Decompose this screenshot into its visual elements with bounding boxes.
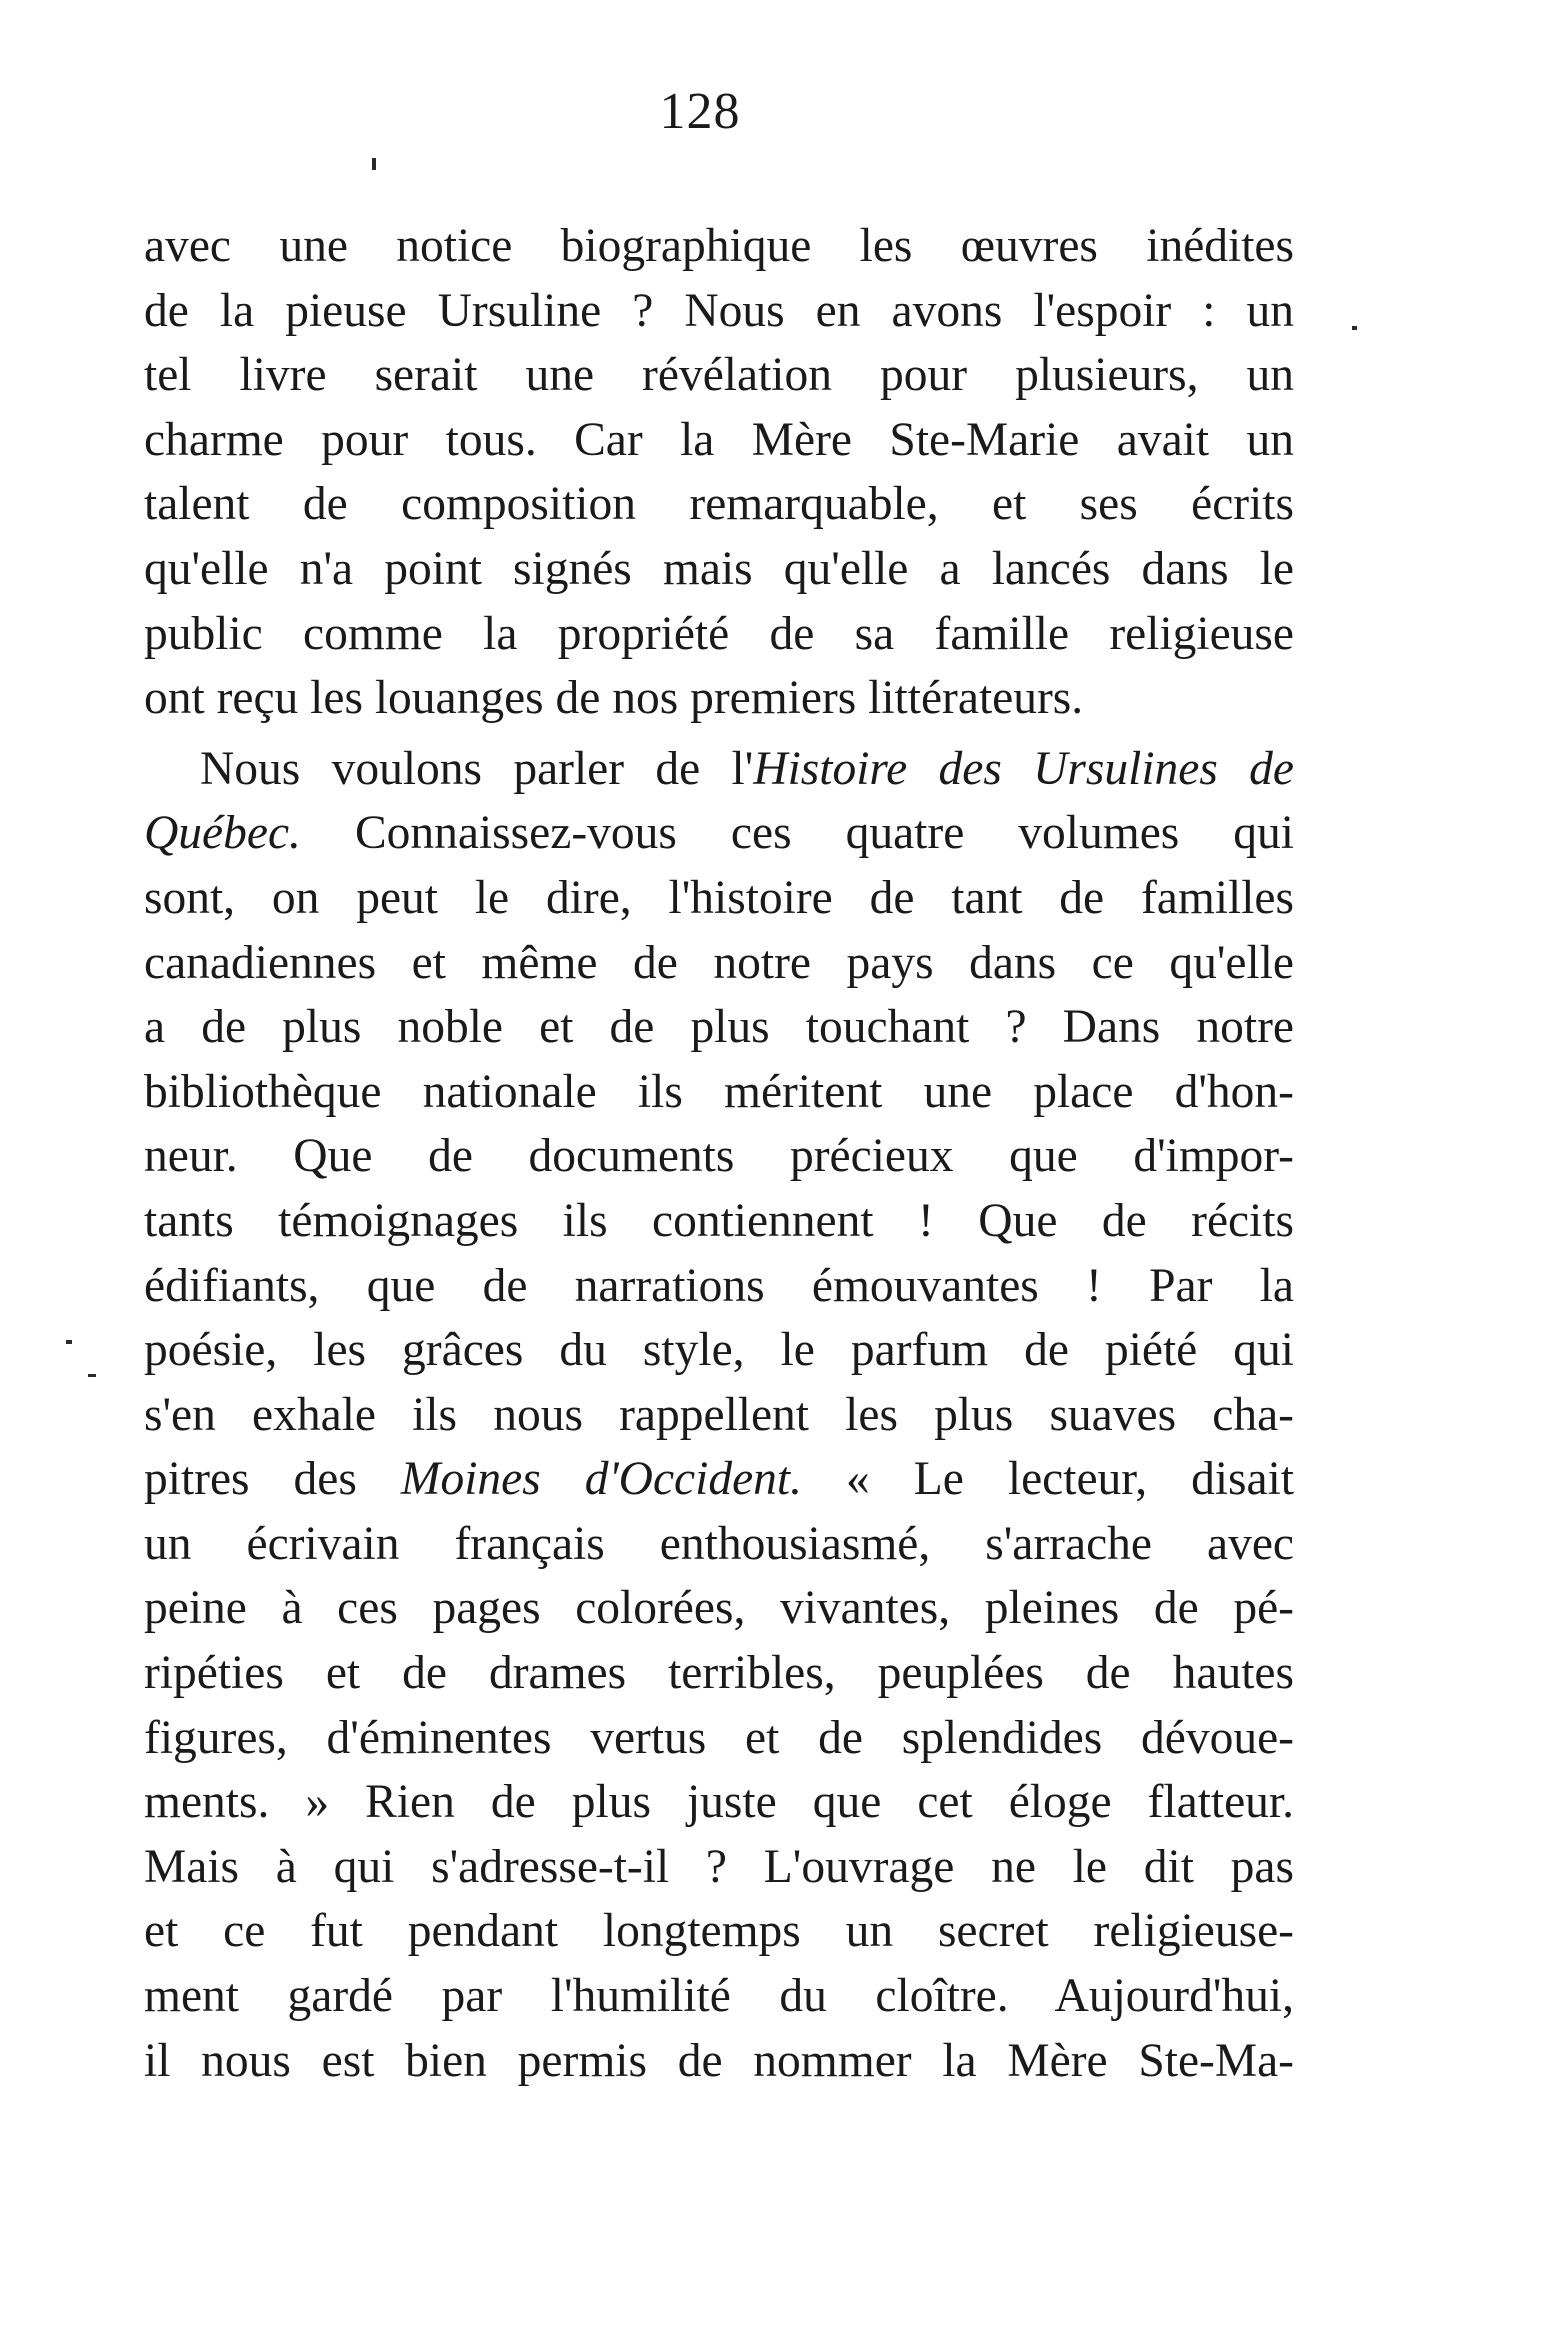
scan-speck <box>372 158 376 170</box>
text-run: « Le lecteur, disait <box>801 1453 1294 1506</box>
text-line: ments. » Rien de plus juste que cet éloge flatteur. <box>144 1776 1294 1829</box>
text-line: il nous est bien permis de nommer la Mère Ste-Ma- <box>144 2034 1294 2087</box>
text-line: Mais à qui s'adresse-t-il ? L'ouvrage ne le dit pas <box>144 1840 1294 1893</box>
text-run: Connaissez-vous ces quatre volumes qui <box>300 807 1294 860</box>
text-line: canadiennes et même de notre pays dans ce qu'elle <box>144 936 1294 989</box>
text-line: édifiants, que de narrations émouvantes ! Par la <box>144 1259 1294 1312</box>
scan-speck <box>1352 326 1357 330</box>
text-line: talent de composition remarquable, et ses écrits <box>144 478 1294 531</box>
text-line: de la pieuse Ursuline ? Nous en avons l'espoir : un <box>144 284 1294 337</box>
text-line: ripéties et de drames terribles, peuplées de hautes <box>144 1647 1294 1700</box>
text-line: avec une notice biographique les œuvres inédites <box>144 220 1294 272</box>
text-line: un écrivain français enthousiasmé, s'arrache avec <box>144 1517 1294 1570</box>
text-line: neur. Que de documents précieux que d'impor- <box>144 1130 1294 1183</box>
text-line: ment gardé par l'humilité du cloître. Aujourd'hui, <box>144 1970 1294 2023</box>
scan-speck <box>66 1340 72 1344</box>
text-line: s'en exhale ils nous rappellent les plus suaves cha- <box>144 1388 1294 1441</box>
text-line: tel livre serait une révélation pour plusieurs, un <box>144 349 1294 402</box>
text-line: poésie, les grâces du style, le parfum de piété qui <box>144 1324 1294 1377</box>
text-line: et ce fut pendant longtemps un secret religieuse- <box>144 1905 1294 1958</box>
text-run: Nous voulons parler de l' <box>200 742 754 795</box>
text-line: a de plus noble et de plus touchant ? Dans notre <box>144 1001 1294 1054</box>
body-text <box>144 214 1294 2093</box>
page-number: 128 <box>659 83 741 140</box>
text-line: figures, d'éminentes vertus et de splendides dévoue- <box>144 1711 1294 1764</box>
text-line: qu'elle n'a point signés mais qu'elle a lancés dans le <box>144 542 1294 595</box>
text-line: bibliothèque nationale ils méritent une place d'hon- <box>144 1065 1294 1118</box>
text-line: peine à ces pages colorées, vivantes, pleines de pé- <box>144 1582 1294 1635</box>
text-line: sont, on peut le dire, l'histoire de tant de familles <box>144 871 1294 924</box>
scan-speck <box>88 1374 96 1377</box>
text-line <box>144 1447 1294 1512</box>
text-line: ont reçu les louanges de nos premiers littérateurs. <box>144 672 1084 725</box>
text-line <box>144 801 1294 866</box>
book-title-italic: Moines d'Occident. <box>400 1453 802 1506</box>
text-line: charme pour tous. Car la Mère Ste-Marie avait un <box>144 413 1294 466</box>
book-title-italic: Québec. <box>144 807 301 860</box>
text-line <box>144 737 1294 802</box>
book-title-italic: Histoire des Ursulines de <box>753 742 1294 795</box>
text-run: pitres des <box>144 1453 401 1506</box>
text-line: public comme la propriété de sa famille religieuse <box>144 607 1294 660</box>
text-line: tants témoignages ils contiennent ! Que de récits <box>144 1194 1294 1247</box>
